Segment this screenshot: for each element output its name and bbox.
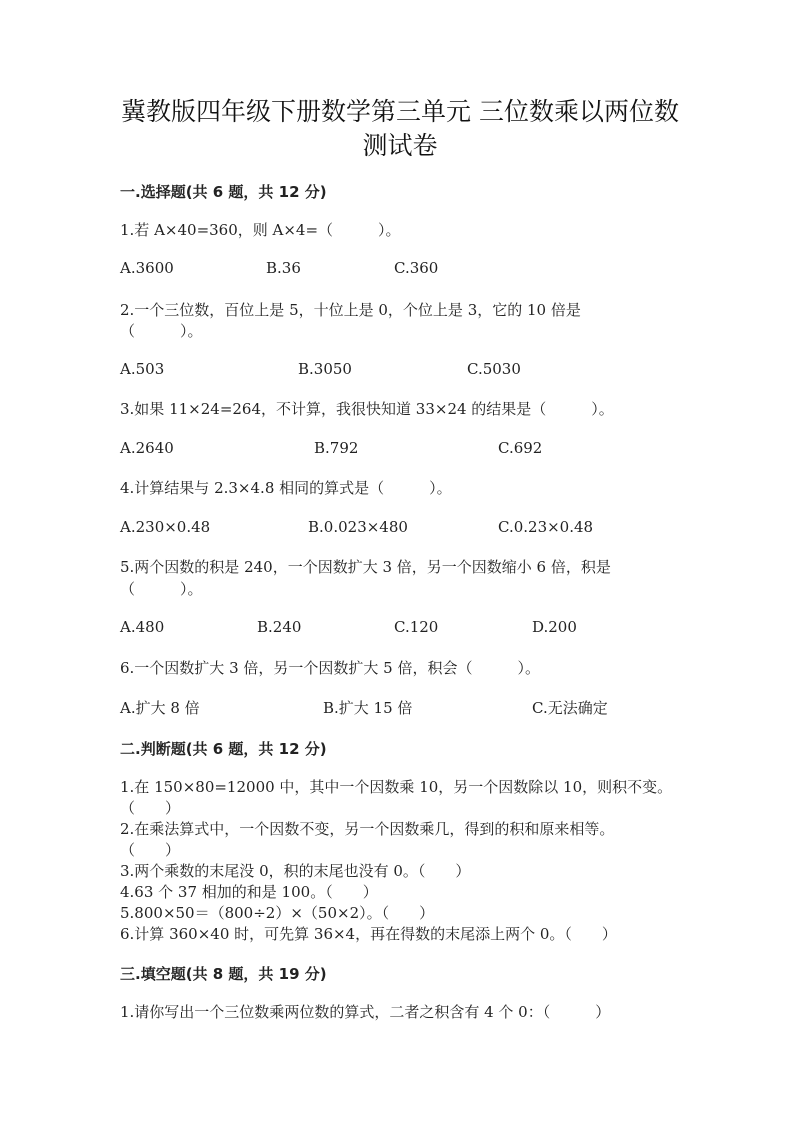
- judgement-line: 4.63 个 37 相加的和是 100。（ ）: [120, 883, 378, 901]
- option-a: A.3600: [120, 259, 174, 277]
- option-a: A.503: [120, 360, 165, 378]
- option-c: C.120: [394, 618, 439, 636]
- option-c: C.692: [498, 439, 543, 457]
- question-text: 4.计算结果与 2.3×4.8 相同的算式是（ ）。: [120, 479, 452, 497]
- option-b: B.240: [257, 618, 302, 636]
- page-title-line1: 冀教版四年级下册数学第三单元 三位数乘以两位数: [121, 97, 679, 126]
- option-b: B.36: [266, 259, 301, 277]
- option-c: C.0.23×0.48: [498, 518, 594, 536]
- section-heading-fill-blank: 三.填空题(共 8 题，共 19 分): [120, 965, 327, 983]
- judgement-line: 3.两个乘数的末尾没 0，积的末尾也没有 0。（ ）: [120, 862, 471, 880]
- option-b: B.792: [314, 439, 359, 457]
- option-a: A.2640: [120, 439, 174, 457]
- option-a: A.480: [120, 618, 165, 636]
- judgement-line: 5.800×50＝（800÷2）×（50×2）。（ ）: [120, 904, 435, 922]
- question-text: 6.一个因数扩大 3 倍，另一个因数扩大 5 倍，积会（ ）。: [120, 659, 540, 677]
- option-a: A.扩大 8 倍: [120, 699, 200, 717]
- option-a: A.230×0.48: [120, 518, 211, 536]
- fill-blank-line: 1.请你写出一个三位数乘两位数的算式，二者之积含有 4 个 0：（ ）: [120, 1003, 611, 1021]
- question-text-cont: （ ）。: [120, 580, 203, 598]
- option-c: C.360: [394, 259, 439, 277]
- question-text: 2.一个三位数，百位上是 5，十位上是 0，个位上是 3，它的 10 倍是: [120, 301, 581, 319]
- option-c: C.5030: [467, 360, 521, 378]
- question-text: 1.若 A×40=360，则 A×4=（ ）。: [120, 221, 401, 239]
- section-heading-choice: 一.选择题(共 6 题，共 12 分): [120, 183, 327, 201]
- option-b: B.0.023×480: [308, 518, 408, 536]
- section-heading-judgement: 二.判断题(共 6 题，共 12 分): [120, 740, 327, 758]
- option-b: B.扩大 15 倍: [323, 699, 413, 717]
- question-text-cont: （ ）。: [120, 322, 203, 340]
- question-text: 5.两个因数的积是 240，一个因数扩大 3 倍，另一个因数缩小 6 倍，积是: [120, 558, 611, 576]
- judgement-line: 2.在乘法算式中，一个因数不变，另一个因数乘几，得到的积和原来相等。: [120, 820, 615, 838]
- judgement-line: 6.计算 360×40 时，可先算 36×4，再在得数的末尾添上两个 0。（ ）: [120, 925, 617, 943]
- question-text: 3.如果 11×24=264，不计算，我很快知道 33×24 的结果是（ ）。: [120, 400, 614, 418]
- option-d: D.200: [532, 618, 577, 636]
- page-title-line2: 测试卷: [362, 131, 438, 160]
- option-b: B.3050: [298, 360, 352, 378]
- judgement-line: 1.在 150×80=12000 中，其中一个因数乘 10，另一个因数除以 10，则积不变。: [120, 778, 673, 796]
- option-c: C.无法确定: [532, 699, 608, 717]
- judgement-line: （ ）: [120, 799, 181, 817]
- judgement-line: （ ）: [120, 841, 181, 859]
